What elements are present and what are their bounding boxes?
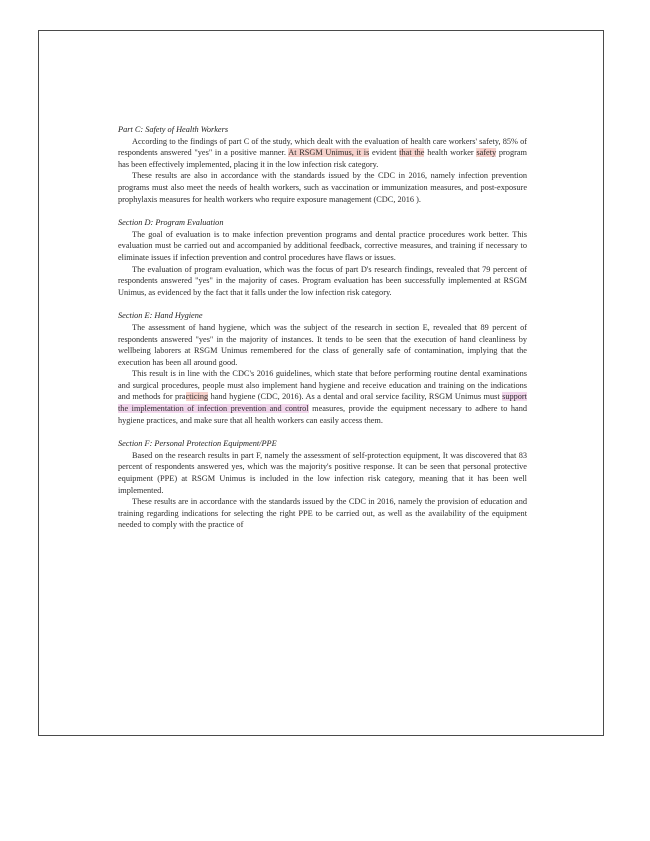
section — [118, 310, 527, 426]
paragraph — [118, 496, 527, 531]
paragraph — [118, 229, 527, 264]
highlighted-text: safety — [476, 148, 497, 158]
highlighted-text: At RSGM Unimus, it is — [288, 148, 370, 158]
document-body — [118, 124, 527, 531]
section-heading: Section D: Program Evaluation — [118, 218, 224, 228]
text-run: evident — [369, 148, 400, 158]
text-run: health worker — [424, 148, 477, 158]
paragraph — [118, 450, 527, 496]
text-run: program has been effectively implemented, placing it in the low infection risk category. — [118, 148, 528, 169]
document-page — [38, 30, 604, 736]
text-run: The evaluation of program evaluation, which was the focus of part D's research findings, revealed that 79 percent of respondents answered "yes" in the majority of cases. Program evaluation has been successfully implemented at RSGM Unimus, as evidenced by the fact that it falls under the low infection risk category. — [118, 264, 527, 297]
section — [118, 217, 527, 298]
section — [118, 438, 527, 531]
text-run: The assessment of hand hygiene, which was the subject of the research in section E, revealed that 89 percent of respondents answered "yes" in the majority of instances. It tends to be seen that the execution of hand cleanliness by wellbeing laborers at RSGM Unimus remembered for the class of generally safe of contamination, implying that the execution has been all around good. — [118, 322, 527, 367]
text-run: According to the findings of part C of the study, which dealt with the evaluation of health care workers' safety, 85% of respondents answered "yes" in a positive manner. — [118, 136, 527, 158]
text-run: Based on the research results in part F, namely the assessment of self-protection equipment, It was discovered that 83 percent of respondents answered yes, which was the majority's positive response. It can be seen that personal protective equipment (PPE) at RSGM Unimus is included in the low infection risk category, meaning that it has been well implemented. — [118, 450, 527, 495]
highlighted-text: support the implementation of infection prevention and control — [118, 392, 527, 414]
highlighted-text: that the — [399, 148, 425, 158]
paragraph — [118, 368, 527, 426]
section — [118, 124, 527, 205]
section-heading: Section F: Personal Protection Equipment/PPE — [118, 439, 277, 449]
text-run: These results are in accordance with the standards issued by the CDC in 2016, namely the provision of education and training regarding indications for selecting the right PPE to be carried out, as well as the availability of the equipment needed to comply with the practice of — [118, 497, 527, 530]
paragraph — [118, 264, 527, 299]
paragraph — [118, 322, 527, 368]
section-heading: Section E: Hand Hygiene — [118, 311, 203, 321]
section-heading: Part C: Safety of Health Workers — [118, 125, 229, 134]
text-run: The goal of evaluation is to make infection prevention programs and dental practice procedures work better. This evaluation must be carried out and accompanied by additional feedback, corrective measures, and training if necessary to eliminate issues if infection prevention and control procedures have flaws or issues. — [118, 229, 527, 262]
text-run: This result is in line with the CDC's 2016 guidelines, which state that before performing routine dental examinations and surgical procedures, people must also implement hand hygiene and receive education and training on the indications and methods for pra — [118, 369, 527, 402]
text-run: These results are also in accordance with the standards issued by the CDC in 2016, namely infection prevention programs must also meet the needs of health workers, such as vaccination or immunization measures, and post-exposure prophylaxis measures for health workers who require exposure management (CDC, 2016 ). — [118, 171, 527, 204]
paragraph — [118, 170, 527, 205]
text-run: measures, provide the equipment necessary to adhere to hand hygiene practices, and make sure that all health workers can easily access them. — [118, 404, 527, 425]
text-run: hand hygiene (CDC, 2016). As a dental and oral service facility, RSGM Unimus must — [208, 392, 503, 402]
highlighted-text: cticing — [185, 392, 209, 402]
paragraph — [118, 136, 527, 171]
